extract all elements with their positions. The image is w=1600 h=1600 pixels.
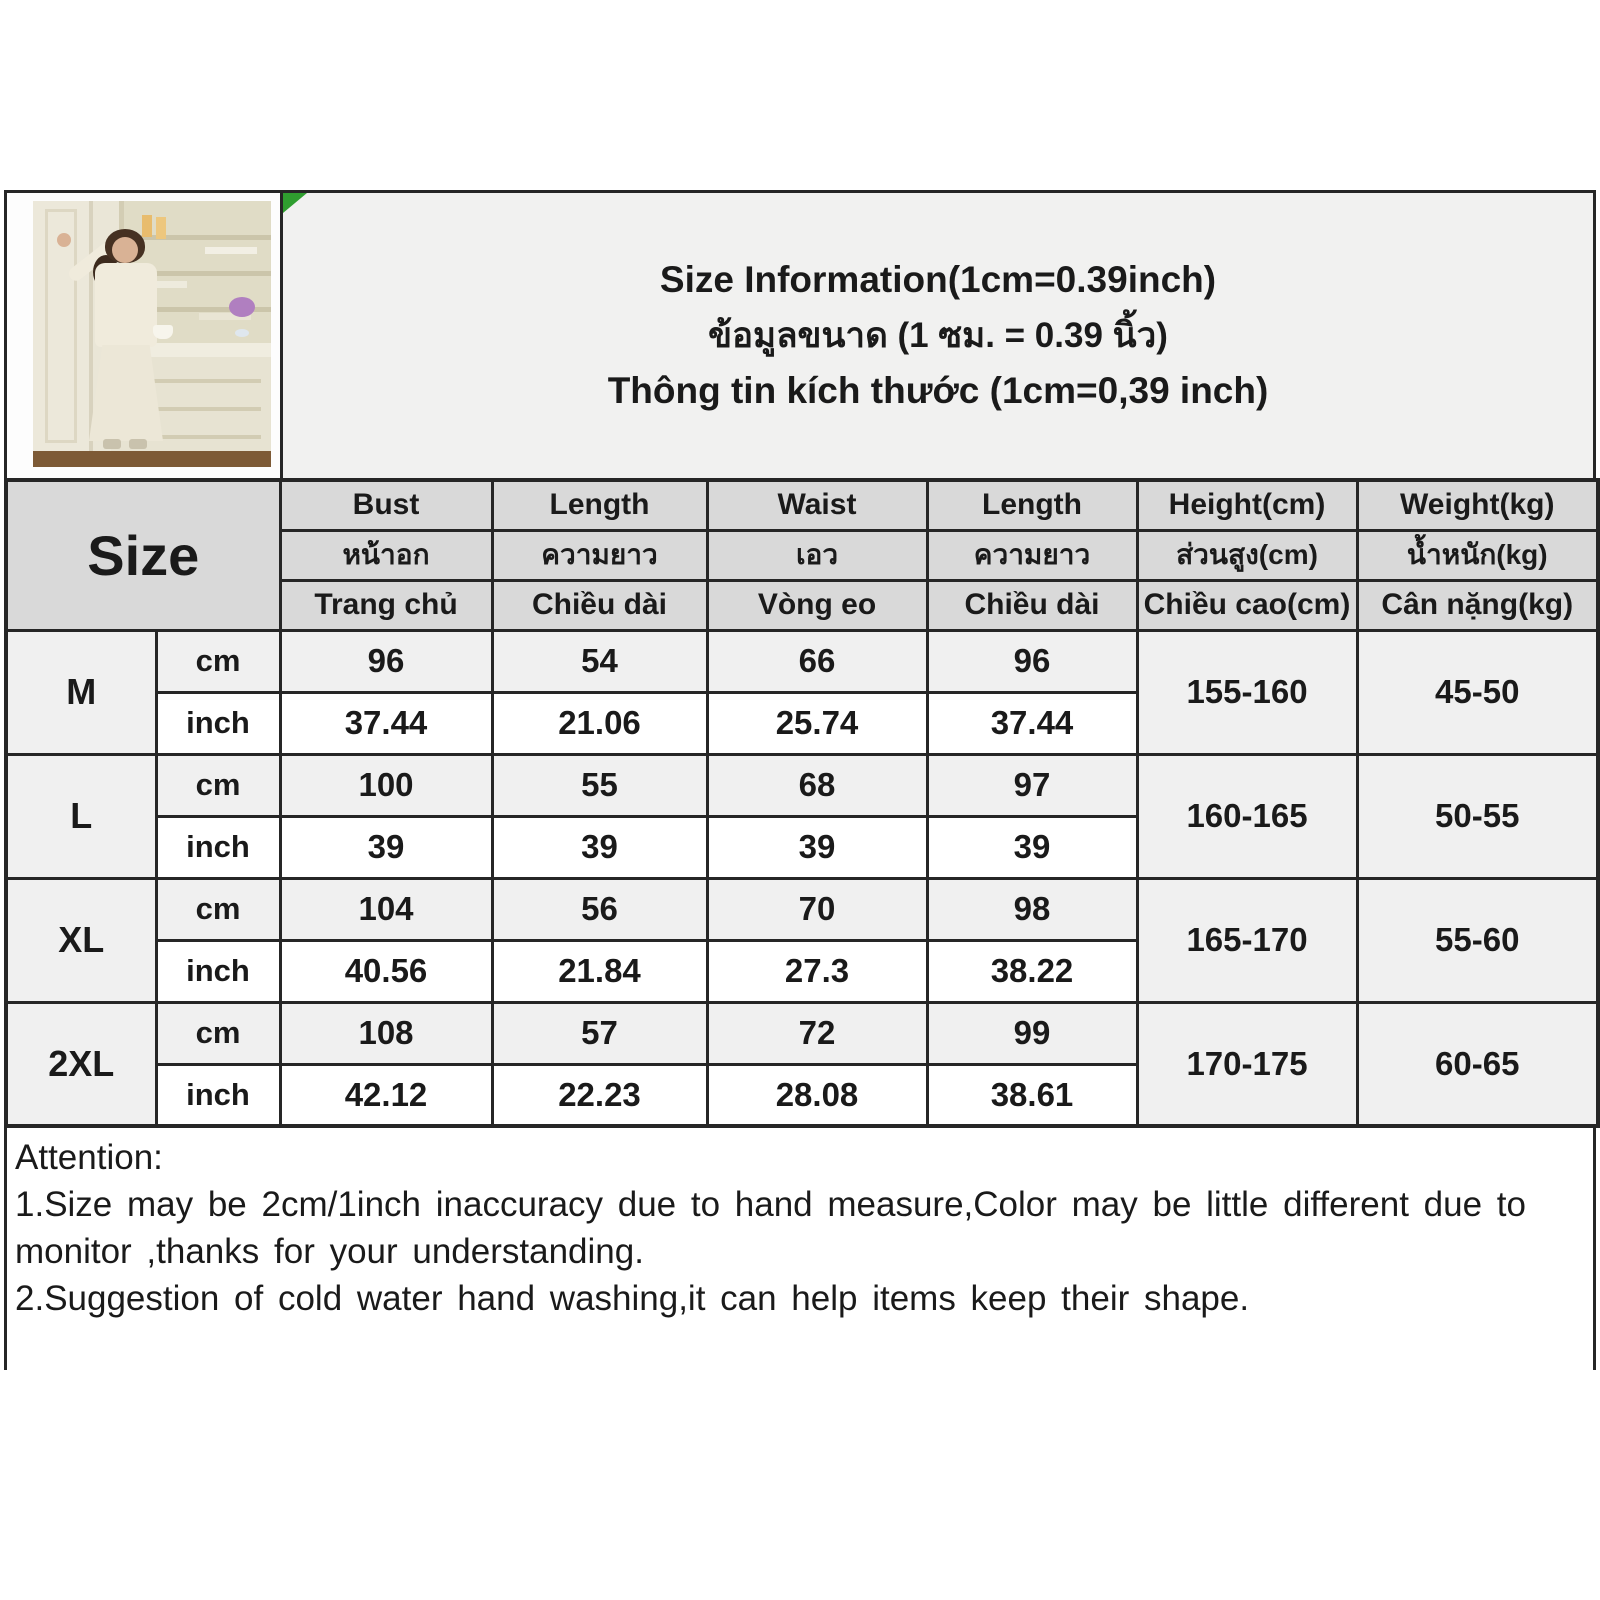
value-cell: 39 (707, 816, 927, 878)
title-cell (283, 193, 1593, 478)
value-cell: 39 (280, 816, 492, 878)
title-vietnamese: Thông tin kích thước (1cm=0,39 inch) (607, 370, 1269, 411)
value-cell: 54 (492, 630, 707, 692)
attention-note-1: 1.Size may be 2cm/1inch inaccuracy due to hand measure,Color may be little different due to monitor ,thanks for your understanding. (15, 1185, 1526, 1271)
col-header-length2-en: Length (927, 480, 1137, 530)
value-cell: 98 (927, 878, 1137, 940)
value-cell: 99 (927, 1002, 1137, 1064)
col-header-waist-th: เอว (707, 530, 927, 580)
unit-cell: inch (156, 940, 280, 1002)
col-header-length1-th: ความยาว (492, 530, 707, 580)
value-cell: 68 (707, 754, 927, 816)
attention-heading: Attention: (15, 1138, 163, 1177)
col-header-length2-th: ความยาว (927, 530, 1137, 580)
value-cell: 21.06 (492, 692, 707, 754)
col-header-weight-th: น้ำหนัก(kg) (1357, 530, 1598, 580)
col-header-length2-vi: Chiều dài (927, 580, 1137, 630)
col-header-height-th: ส่วนสูง(cm) (1137, 530, 1357, 580)
value-cell: 38.61 (927, 1064, 1137, 1126)
value-cell: 25.74 (707, 692, 927, 754)
attention-note-2: 2.Suggestion of cold water hand washing,it can help items keep their shape. (15, 1279, 1250, 1318)
value-cell: 96 (927, 630, 1137, 692)
col-header-weight-vi: Cân nặng(kg) (1357, 580, 1598, 630)
table-row (6, 630, 1598, 692)
size-cell-xl: XL (6, 878, 156, 1002)
value-cell: 39 (492, 816, 707, 878)
value-cell: 21.84 (492, 940, 707, 1002)
title-thai: ข้อมูลขนาด (1 ซม. = 0.39 นิ้ว) (708, 316, 1168, 355)
value-cell: 38.22 (927, 940, 1137, 1002)
col-header-weight-en: Weight(kg) (1357, 480, 1598, 530)
value-cell: 57 (492, 1002, 707, 1064)
value-cell: 55 (492, 754, 707, 816)
value-cell: 27.3 (707, 940, 927, 1002)
unit-cell: cm (156, 630, 280, 692)
product-photo-cell (7, 193, 283, 478)
value-cell: 37.44 (927, 692, 1137, 754)
banner-row (4, 190, 1596, 478)
value-cell: 39 (927, 816, 1137, 878)
value-cell: 56 (492, 878, 707, 940)
green-corner-marker-icon (283, 193, 307, 213)
weight-cell: 45-50 (1357, 630, 1598, 754)
col-header-waist-vi: Vòng eo (707, 580, 927, 630)
col-header-bust-vi: Trang chủ (280, 580, 492, 630)
value-cell: 97 (927, 754, 1137, 816)
height-cell: 160-165 (1137, 754, 1357, 878)
size-table (4, 478, 1600, 1128)
table-row (6, 1002, 1598, 1064)
col-header-height-en: Height(cm) (1137, 480, 1357, 530)
weight-cell: 50-55 (1357, 754, 1598, 878)
value-cell: 70 (707, 878, 927, 940)
col-header-length1-en: Length (492, 480, 707, 530)
value-cell: 22.23 (492, 1064, 707, 1126)
model-photo (33, 201, 271, 467)
size-header: Size (6, 480, 280, 630)
col-header-waist-en: Waist (707, 480, 927, 530)
col-header-bust-th: หน้าอก (280, 530, 492, 580)
value-cell: 37.44 (280, 692, 492, 754)
size-cell-m: M (6, 630, 156, 754)
value-cell: 28.08 (707, 1064, 927, 1126)
height-cell: 170-175 (1137, 1002, 1357, 1126)
size-cell-2xl: 2XL (6, 1002, 156, 1126)
title-english: Size Information(1cm=0.39inch) (659, 259, 1217, 300)
col-header-bust-en: Bust (280, 480, 492, 530)
unit-cell: inch (156, 1064, 280, 1126)
value-cell: 108 (280, 1002, 492, 1064)
unit-cell: cm (156, 1002, 280, 1064)
attention-notes (4, 1128, 1596, 1370)
table-row (6, 878, 1598, 940)
height-cell: 155-160 (1137, 630, 1357, 754)
value-cell: 100 (280, 754, 492, 816)
size-chart-sheet (4, 190, 1596, 1370)
value-cell: 96 (280, 630, 492, 692)
photo-flowers (229, 297, 255, 317)
col-header-height-vi: Chiều cao(cm) (1137, 580, 1357, 630)
height-cell: 165-170 (1137, 878, 1357, 1002)
value-cell: 40.56 (280, 940, 492, 1002)
unit-cell: cm (156, 754, 280, 816)
unit-cell: cm (156, 878, 280, 940)
value-cell: 72 (707, 1002, 927, 1064)
value-cell: 104 (280, 878, 492, 940)
value-cell: 66 (707, 630, 927, 692)
weight-cell: 60-65 (1357, 1002, 1598, 1126)
col-header-length1-vi: Chiều dài (492, 580, 707, 630)
value-cell: 42.12 (280, 1064, 492, 1126)
size-cell-l: L (6, 754, 156, 878)
table-row (6, 754, 1598, 816)
unit-cell: inch (156, 692, 280, 754)
unit-cell: inch (156, 816, 280, 878)
weight-cell: 55-60 (1357, 878, 1598, 1002)
photo-model (79, 229, 169, 455)
